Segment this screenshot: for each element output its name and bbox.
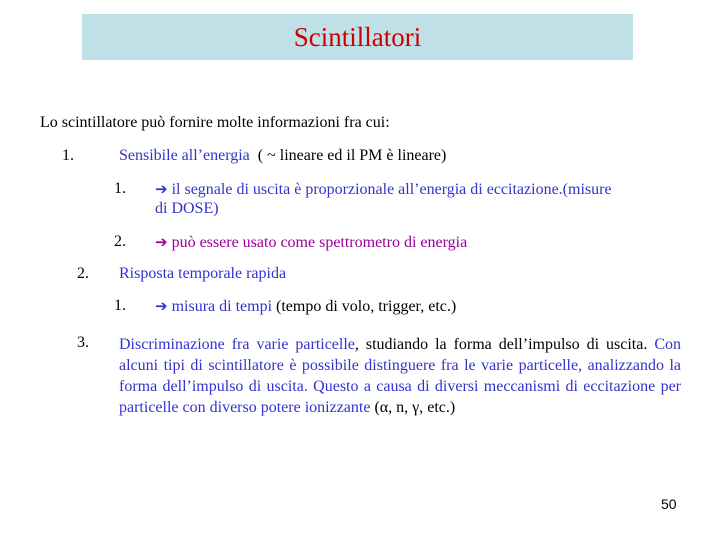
item-3-text-rest: , studiando la forma dell’impulso di uscita. xyxy=(354,336,648,353)
item-2-label: Risposta temporale rapida xyxy=(119,265,287,282)
item-1-label-rest: ( ~ lineare ed il PM è lineare) xyxy=(257,147,447,164)
item-3-label: Discriminazione fra varie particelle xyxy=(119,336,355,353)
item-1-1-line1 xyxy=(155,180,612,199)
arrow-icon: ➔ xyxy=(155,299,168,315)
item-1-label: Sensibile all’energia xyxy=(119,147,250,164)
item-1-1-line2: di DOSE) xyxy=(155,200,219,217)
item-1-line xyxy=(119,147,446,165)
arrow-icon: ➔ xyxy=(155,235,168,251)
item-1-number: 1. xyxy=(62,147,74,164)
page-title: Scintillatori xyxy=(293,21,422,52)
item-3-para-rest: (α, n, γ, etc.) xyxy=(374,399,456,416)
item-3-number: 3. xyxy=(77,334,89,351)
item-3-para-colored: Con alcuni tipi di scintillatore è possibile distinguere fra le varie particelle, analizzando la forma dell’impulso di uscita. Questo a causa di diversi meccanismi di eccitazione per particelle con diverso potere ionizzante xyxy=(119,336,682,416)
arrow-icon: ➔ xyxy=(155,182,168,198)
item-2-1-rest: (tempo di volo, trigger, etc.) xyxy=(276,298,457,315)
item-1-2-line xyxy=(155,233,467,252)
item-3-paragraph xyxy=(119,334,681,418)
item-1-2-text: può essere usato come spettrometro di energia xyxy=(171,234,468,251)
page-number: 50 xyxy=(661,496,677,512)
item-1-2-number: 2. xyxy=(114,233,126,250)
item-2-1-number: 1. xyxy=(114,297,126,314)
item-2-1-line xyxy=(155,297,456,316)
intro-text: Lo scintillatore può fornire molte informazioni fra cui: xyxy=(40,114,390,131)
item-1-1-text: il segnale di uscita è proporzionale all’energia di eccitazione.(misure xyxy=(171,181,612,198)
title-banner xyxy=(82,14,633,60)
item-2-number: 2. xyxy=(77,265,89,282)
item-2-1-colored: misura di tempi xyxy=(171,298,273,315)
item-1-1-number: 1. xyxy=(114,180,126,197)
